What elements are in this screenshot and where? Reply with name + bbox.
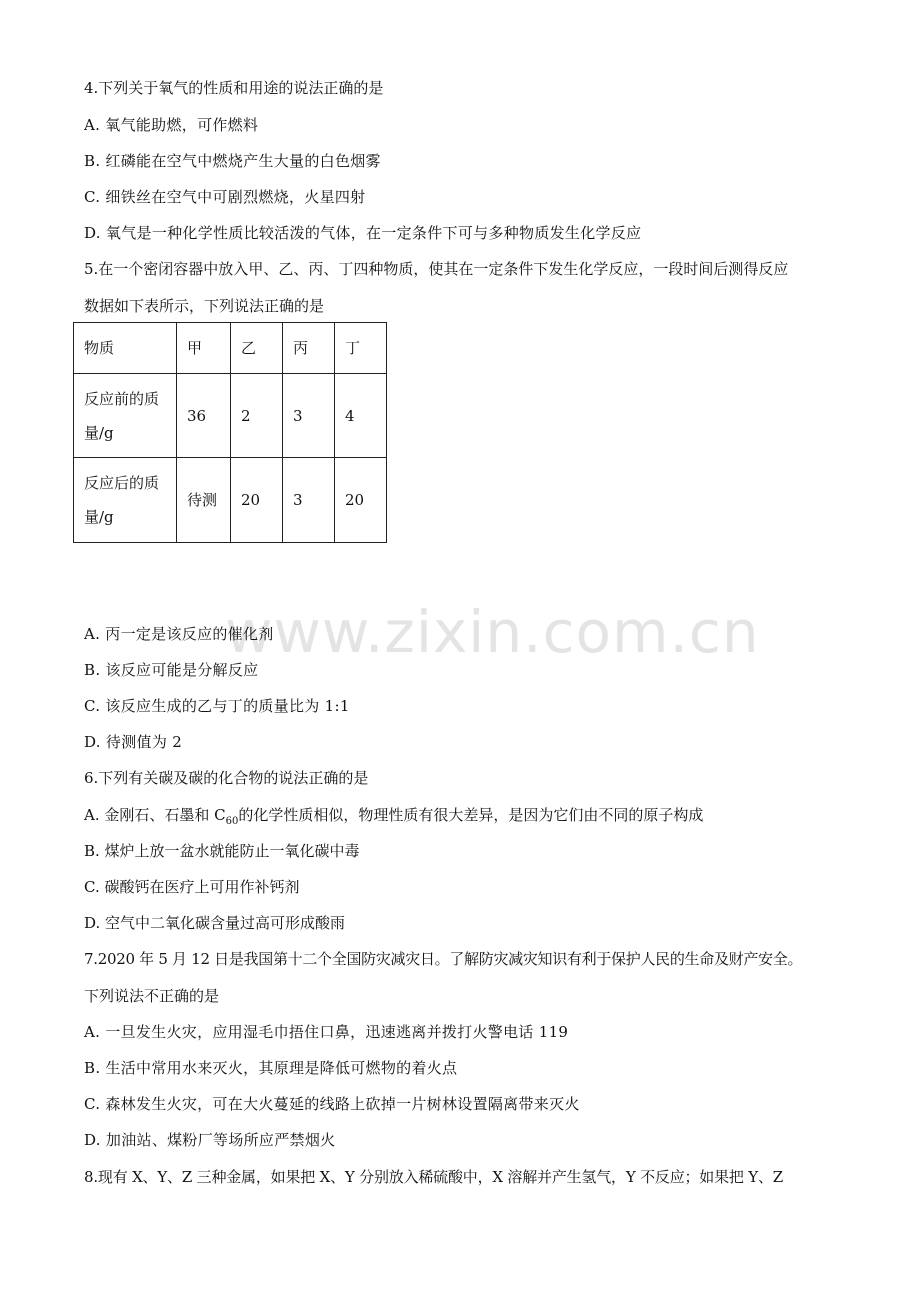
- q4-stem: 4.下列关于氧气的性质和用途的说法正确的是: [84, 79, 384, 97]
- q7-stem-line1: 7.2020 年 5 月 12 日是我国第十二个全国防灾减灾日。了解防灾减灾知识有利于保护人民的生命及财产安全。: [84, 950, 803, 968]
- table-cell: 20: [231, 458, 283, 543]
- table-cell: 待测: [177, 458, 231, 543]
- q7-option-d: D. 加油站、煤粉厂等场所应严禁烟火: [84, 1131, 336, 1149]
- table-header-substance: 物质: [74, 323, 177, 374]
- q5-option-d: D. 待测值为 2: [84, 733, 183, 751]
- table-cell: 3: [283, 374, 335, 458]
- table-cell: 36: [177, 374, 231, 458]
- q7-option-a: A. 一旦发生火灾，应用湿毛巾捂住口鼻，迅速逃离并拨打火警电话 119: [84, 1023, 569, 1041]
- table-cell: 4: [335, 374, 387, 458]
- q4-option-a: A. 氧气能助燃，可作燃料: [84, 116, 259, 134]
- q5-data-table: [73, 322, 387, 543]
- q5-option-b: B. 该反应可能是分解反应: [84, 661, 259, 679]
- table-header-jia: 甲: [177, 323, 231, 374]
- q5-option-c: C. 该反应生成的乙与丁的质量比为 1:1: [84, 697, 350, 715]
- q4-option-b: B. 红磷能在空气中燃烧产生大量的白色烟雾: [84, 152, 381, 170]
- table-header-yi: 乙: [231, 323, 283, 374]
- table-header-ding: 丁: [335, 323, 387, 374]
- q6-stem: 6.下列有关碳及碳的化合物的说法正确的是: [84, 769, 369, 787]
- q7-option-c: C. 森林发生火灾，可在大火蔓延的线路上砍掉一片树林设置隔离带来灭火: [84, 1095, 580, 1113]
- table-cell: 2: [231, 374, 283, 458]
- q5-stem-line2: 数据如下表所示，下列说法正确的是: [84, 297, 325, 315]
- table-cell: 20: [335, 458, 387, 543]
- table-row-label: 反应后的质 量/g: [74, 458, 177, 543]
- table-header-row: [74, 323, 387, 374]
- q6-option-d: D. 空气中二氧化碳含量过高可形成酸雨: [84, 914, 346, 932]
- table-row: [74, 458, 387, 543]
- q5-option-a: A. 丙一定是该反应的催化剂: [84, 625, 274, 643]
- q6-option-b: B. 煤炉上放一盆水就能防止一氧化碳中毒: [84, 842, 360, 860]
- table-row-label: 反应前的质 量/g: [74, 374, 177, 458]
- q8-stem-line1: 8.现有 X、Y、Z 三种金属，如果把 X、Y 分别放入稀硫酸中，X 溶解并产生氢气，Y 不反应；如果把 Y、Z: [84, 1168, 783, 1186]
- q4-option-d: D. 氧气是一种化学性质比较活泼的气体，在一定条件下可与多种物质发生化学反应: [84, 224, 642, 242]
- q6-option-c: C. 碳酸钙在医疗上可用作补钙剂: [84, 878, 300, 896]
- watermark: www.zixin.com.cn: [225, 598, 760, 666]
- q4-option-c: C. 细铁丝在空气中可剧烈燃烧，火星四射: [84, 188, 366, 206]
- q6-option-a: A. 金刚石、石墨和 $C_{60}$的化学性质相似，物理性质有很大差异，是因为它们由不同的原子构成: [84, 806, 704, 827]
- q5-stem-line1: 5.在一个密闭容器中放入甲、乙、丙、丁四种物质，使其在一定条件下发生化学反应，一段时间后测得反应: [84, 260, 789, 278]
- table-header-bing: 丙: [283, 323, 335, 374]
- table-cell: 3: [283, 458, 335, 543]
- table-row: [74, 374, 387, 458]
- q7-option-b: B. 生活中常用水来灭火，其原理是降低可燃物的着火点: [84, 1059, 458, 1077]
- q7-stem-line2: 下列说法不正确的是: [84, 987, 220, 1005]
